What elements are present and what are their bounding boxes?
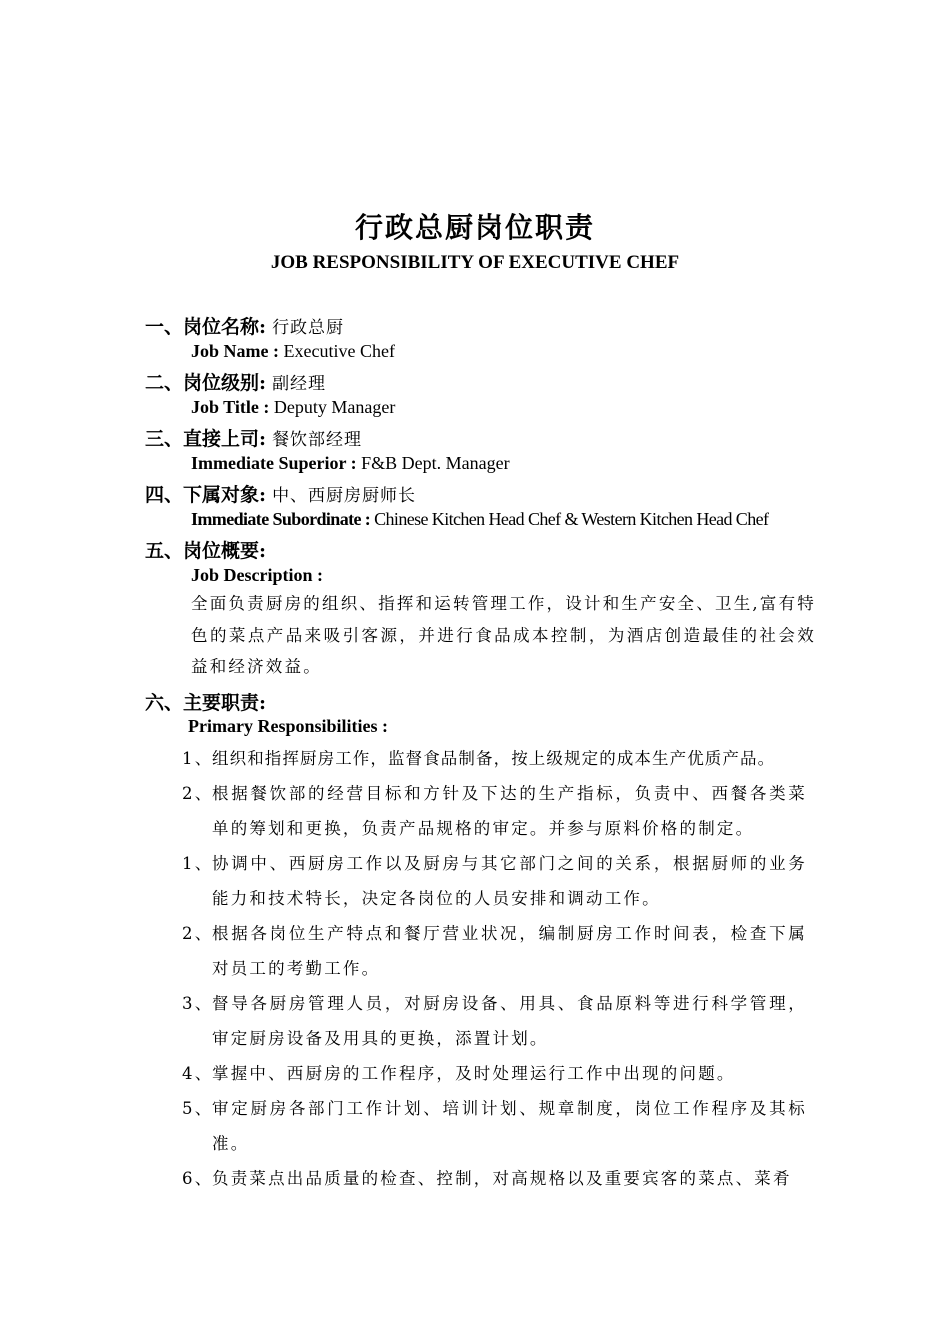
section-immediate-superior-en <box>191 453 510 474</box>
section-value: 行政总厨 <box>272 318 345 338</box>
section-value: 副经理 <box>272 374 327 394</box>
list-item-number: 5、 <box>182 1099 214 1118</box>
list-item-text: 根据各岗位生产特点和餐厅营业状况，编制厨房工作时间表，检查下属对员工的考勤工作。 <box>212 924 807 978</box>
section-heading: 一、岗位名称: <box>145 316 267 338</box>
en-label: Job Title : <box>191 397 270 417</box>
list-item-number: 1、 <box>182 749 214 768</box>
section-job-description <box>145 536 266 563</box>
list-item-text: 审定厨房各部门工作计划、培训计划、规章制度，岗位工作程序及其标准。 <box>212 1099 807 1153</box>
list-item-text: 组织和指挥厨房工作，监督食品制备，按上级规定的成本生产优质产品。 <box>212 749 776 768</box>
section-heading: 四、下属对象: <box>145 484 267 506</box>
section-job-title <box>145 368 326 395</box>
section-immediate-subordinate-en <box>191 509 768 530</box>
list-item-number: 3、 <box>182 994 214 1013</box>
list-item-number: 1、 <box>182 854 214 873</box>
document-subtitle: JOB RESPONSIBILITY OF EXECUTIVE CHEF <box>270 252 680 273</box>
list-item-number: 2、 <box>182 924 214 943</box>
en-label: Immediate Superior : <box>191 453 357 473</box>
en-label: Job Description : <box>191 565 323 585</box>
list-item-text: 负责菜点出品质量的检查、控制，对高规格以及重要宾客的菜点、菜肴 <box>212 1169 792 1188</box>
en-value: F&B Dept. Manager <box>361 453 510 473</box>
list-item-text: 掌握中、西厨房的工作程序，及时处理运行工作中出现的问题。 <box>212 1064 736 1083</box>
en-label: Job Name : <box>191 341 279 361</box>
section-immediate-superior <box>145 424 362 451</box>
section-primary-responsibilities-en <box>188 716 388 737</box>
section-heading: 三、直接上司: <box>145 428 267 450</box>
list-item-text: 督导各厨房管理人员，对厨房设备、用具、食品原料等进行科学管理，审定厨房设备及用具的更换，添置计划。 <box>212 994 807 1048</box>
section-job-title-en <box>191 397 395 418</box>
section-job-name <box>145 312 344 339</box>
list-item-number: 4、 <box>182 1064 214 1083</box>
en-label: Immediate Subordinate : <box>191 509 371 529</box>
section-value: 餐饮部经理 <box>272 430 363 450</box>
section-heading: 二、岗位级别: <box>145 372 267 394</box>
en-value: Executive Chef <box>283 341 395 361</box>
section-value: 中、西厨房厨师长 <box>272 486 417 506</box>
list-item-text: 根据餐饮部的经营目标和方针及下达的生产指标，负责中、西餐各类菜单的筹划和更换，负责产品规格的审定。并参与原料价格的制定。 <box>212 784 807 838</box>
section-heading: 五、岗位概要: <box>145 540 267 562</box>
section-heading: 六、主要职责: <box>145 692 267 714</box>
section-job-name-en <box>191 341 395 362</box>
section-job-description-en <box>191 565 323 586</box>
document-title: 行政总厨岗位职责 <box>354 211 595 244</box>
en-label: Primary Responsibilities : <box>188 716 388 736</box>
list-item-number: 2、 <box>182 784 214 803</box>
section-primary-responsibilities <box>145 688 266 715</box>
job-description-paragraph: 全面负责厨房的组织、指挥和运转管理工作，设计和生产安全、卫生,富有特色的菜点产品来吸引客源，并进行食品成本控制，为酒店创造最佳的社会效益和经济效益。 <box>191 594 816 676</box>
list-item-text: 协调中、西厨房工作以及厨房与其它部门之间的关系，根据厨师的业务能力和技术特长，决定各岗位的人员安排和调动工作。 <box>212 854 807 908</box>
list-item-number: 6、 <box>182 1169 214 1188</box>
section-immediate-subordinate <box>145 480 416 507</box>
en-value: Deputy Manager <box>273 397 396 417</box>
en-value: Chinese Kitchen Head Chef & Western Kitchen Head Chef <box>374 509 769 529</box>
